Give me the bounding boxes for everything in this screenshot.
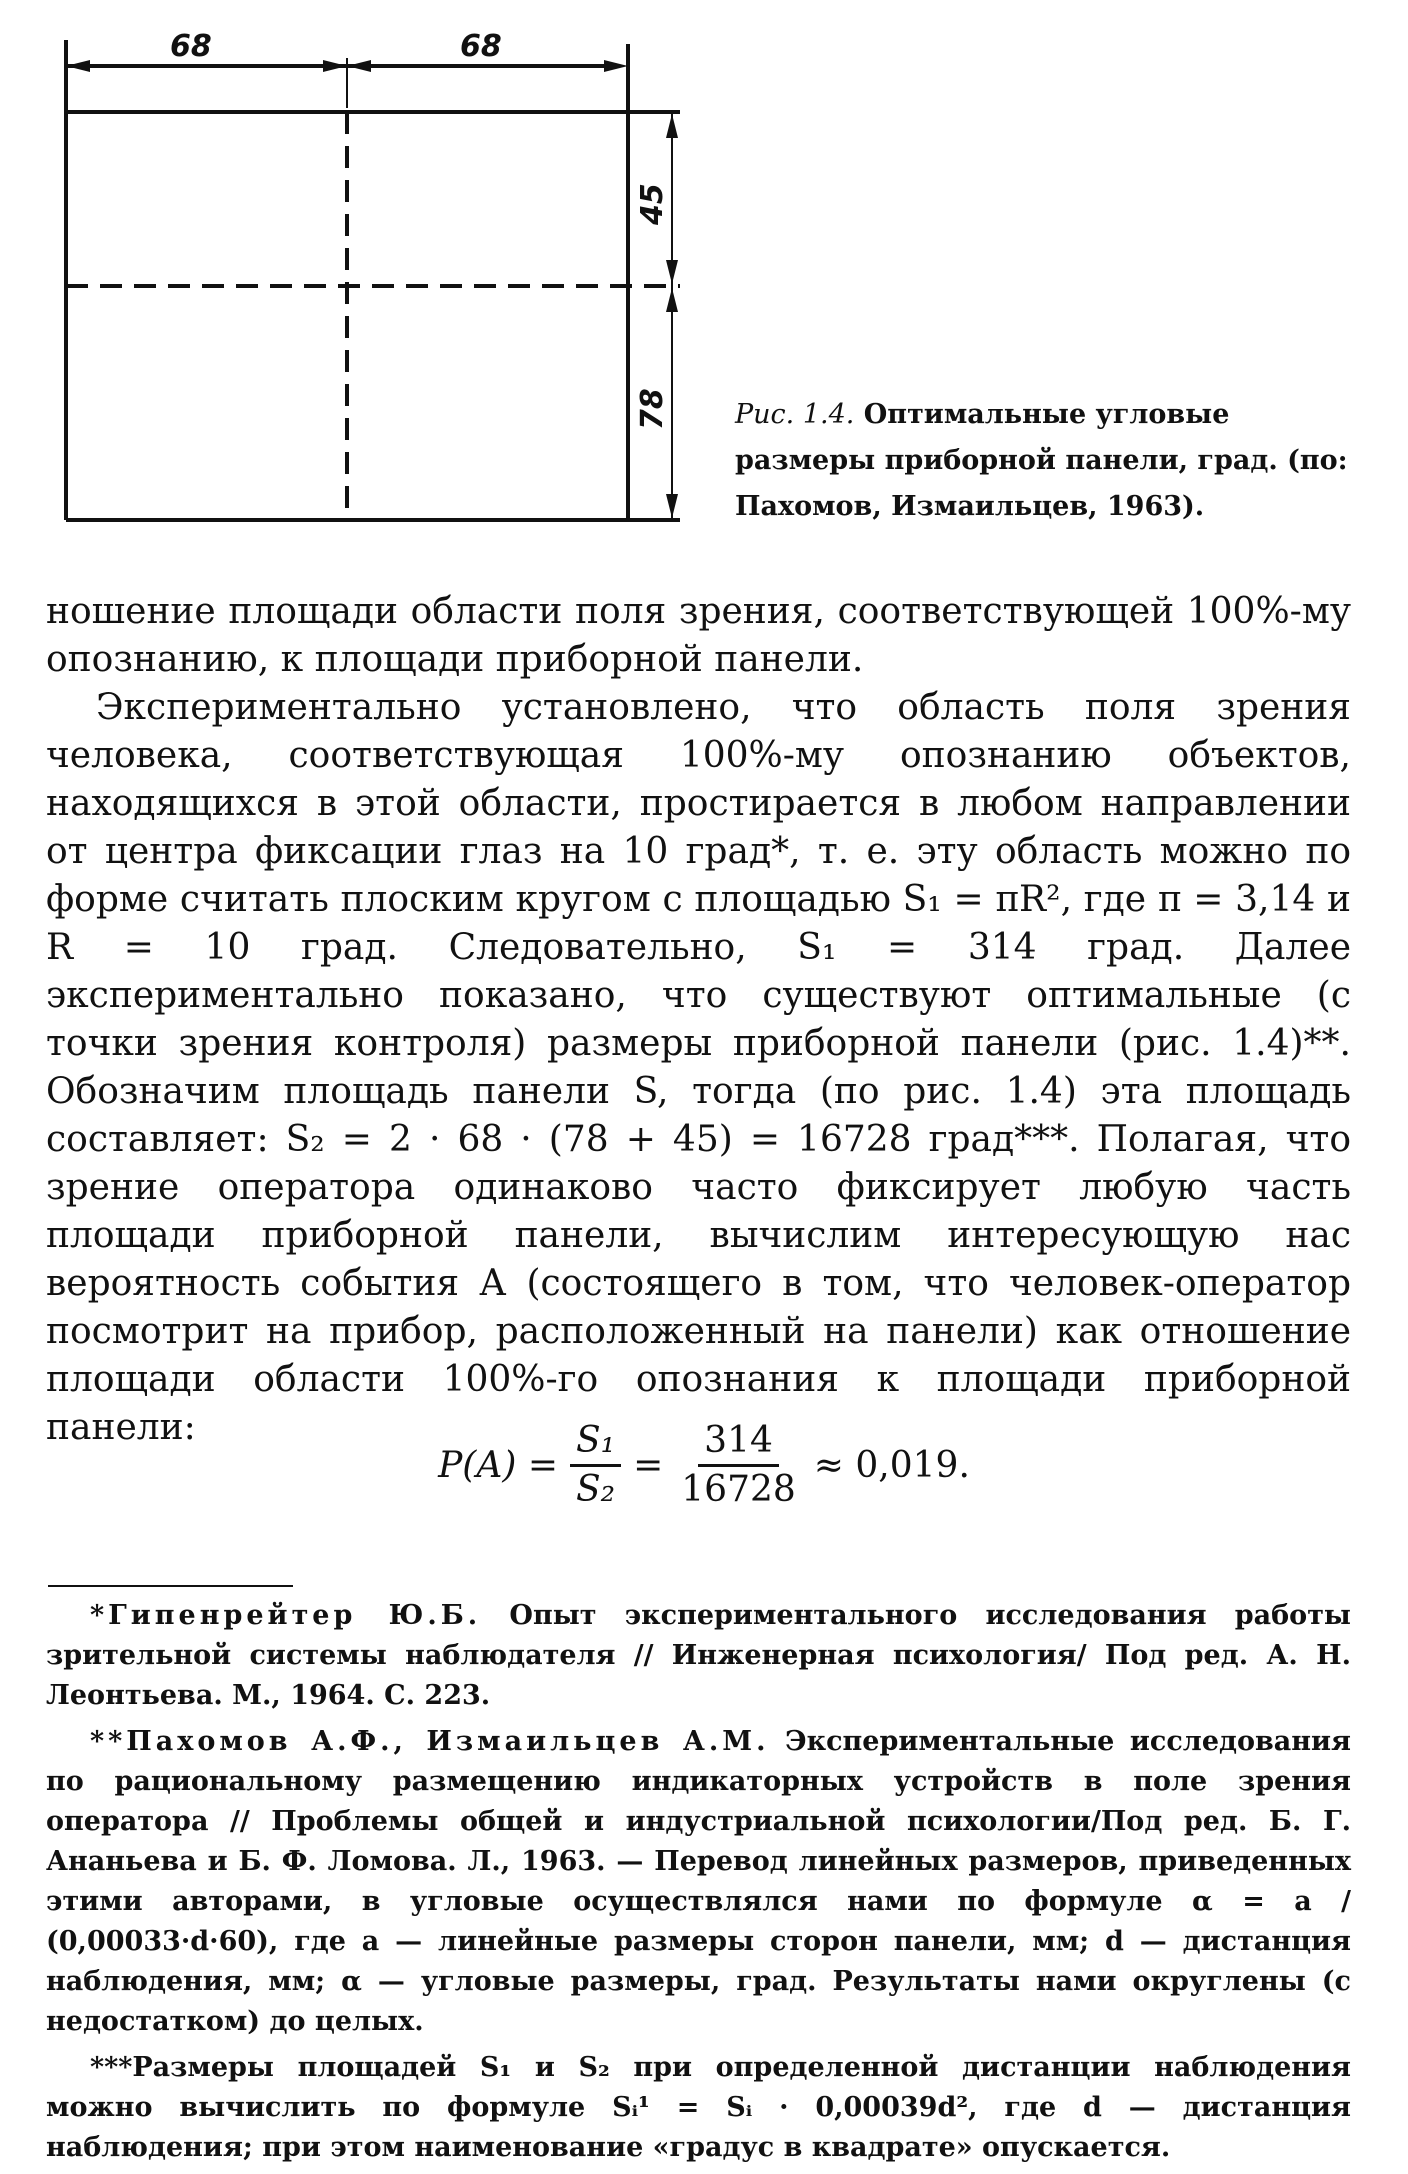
footnote-2 [46, 1722, 1351, 2042]
formula-fraction-numeric [675, 1418, 802, 1513]
arrow-mid-right [347, 60, 371, 72]
dimension-label-right-upper: 45 [635, 183, 670, 225]
footnote-3: ***Размеры площадей S₁ и S₂ при определенной дистанции наблюдения можно вычислить по формуле Sᵢ¹ = Sᵢ · 0,00039d², где d — дистанция наблюдения; при этом наименование «градус в квадрате» опускается. [46, 2052, 1351, 2163]
figure-caption-label: Рис. 1.4. [735, 399, 855, 430]
formula-equals: = [633, 1445, 664, 1486]
footnote-1-text: Опыт экспериментального исследования работы зрительной системы наблюдателя // Инженерная психология/ Под ред. А. Н. Леонтьева. М., 1964. С. 223. [46, 1600, 1351, 1711]
main-text [46, 588, 1351, 1452]
dimension-label-right-lower: 78 [635, 388, 670, 430]
formula-frac2-denominator: 16728 [681, 1469, 796, 1510]
formula-lhs: P(A) = [438, 1445, 558, 1486]
formula-result: ≈ 0,019. [813, 1445, 970, 1486]
formula-frac1-numerator: S₁ [570, 1418, 621, 1467]
footnote-1-author: *Гипенрейтер Ю.Б. [90, 1600, 482, 1631]
dimension-label-top-left: 68 [170, 29, 212, 64]
arrow-upper-top [666, 114, 678, 138]
dimension-label-top-right: 68 [460, 29, 502, 64]
paragraph-experiment: Экспериментально установлено, что область поля зрения человека, соответствующая 100%-му опознанию объектов, находящихся в этой области, простирается в любом направлении от центра фиксации глаз на 10 град*, т. е. эту область можно по форме считать плоским кругом с площадью S₁ = πR², где π = 3,14 и R = 10 град. Следовательно, S₁ = 314 град. Далее экспериментально показано, что существуют оптимальные (с точки зрения контроля) размеры приборной панели (рис. 1.4)**. Обозначим площадь панели S, тогда (по рис. 1.4) эта площадь составляет: S₂ = 2 · 68 · (78 + 45) = 16728 град***. Полагая, что зрение оператора одинаково часто фиксирует любую часть площади приборной панели, вычислим интересующую нас вероятность события А (состоящего в том, что человек-оператор посмотрит на прибор, расположенный на панели) как отношение площади области 100%-го опознания к площади приборной панели: [46, 687, 1351, 1448]
footnote-2-text: Экспериментальные исследования по рациональному размещению индикаторных устройств в поле зрения оператора // Проблемы общей и индустриальной психологии/Под ред. Б. Г. Ананьева и Б. Ф. Ломова. Л., 1963. — Перевод линейных размеров, приведенных этими авторами, в угловые осуществлялся нами по формуле α = a / (0,00033·d·60), где a — линейные размеры сторон панели, мм; d — дистанция наблюдения, мм; α — угловые размеры, град. Результаты нами округлены (с недостатком) до целых. [46, 1726, 1351, 2037]
arrow-mid-left [323, 60, 347, 72]
formula-frac1-denominator: S₂ [576, 1469, 616, 1510]
footnote-2-author: **Пахомов А.Ф., Измаильцев А.М. [90, 1726, 770, 1757]
formula-frac2-numerator: 314 [698, 1418, 779, 1467]
figure-caption-text: Оптимальные угловые размеры приборной панели, град. (по: Пахомов, Измаильцев, 1963). [735, 399, 1348, 522]
arrow-left [66, 60, 90, 72]
paragraph-continued: ношение площади области поля зрения, соответствующей 100%-му опознанию, к площади приборной панели. [46, 591, 1351, 680]
footnotes [46, 1596, 1351, 2174]
arrow-upper-bottom [666, 260, 678, 284]
arrow-lower-top [666, 288, 678, 312]
probability-formula [0, 1418, 1408, 1513]
formula-fraction-symbolic [570, 1418, 621, 1513]
figure-caption [735, 392, 1355, 530]
arrow-lower-bottom [666, 494, 678, 518]
arrow-right [604, 60, 628, 72]
footnote-1 [46, 1596, 1351, 1716]
panel-dimension-figure [40, 20, 700, 540]
footnote-separator [48, 1585, 293, 1587]
